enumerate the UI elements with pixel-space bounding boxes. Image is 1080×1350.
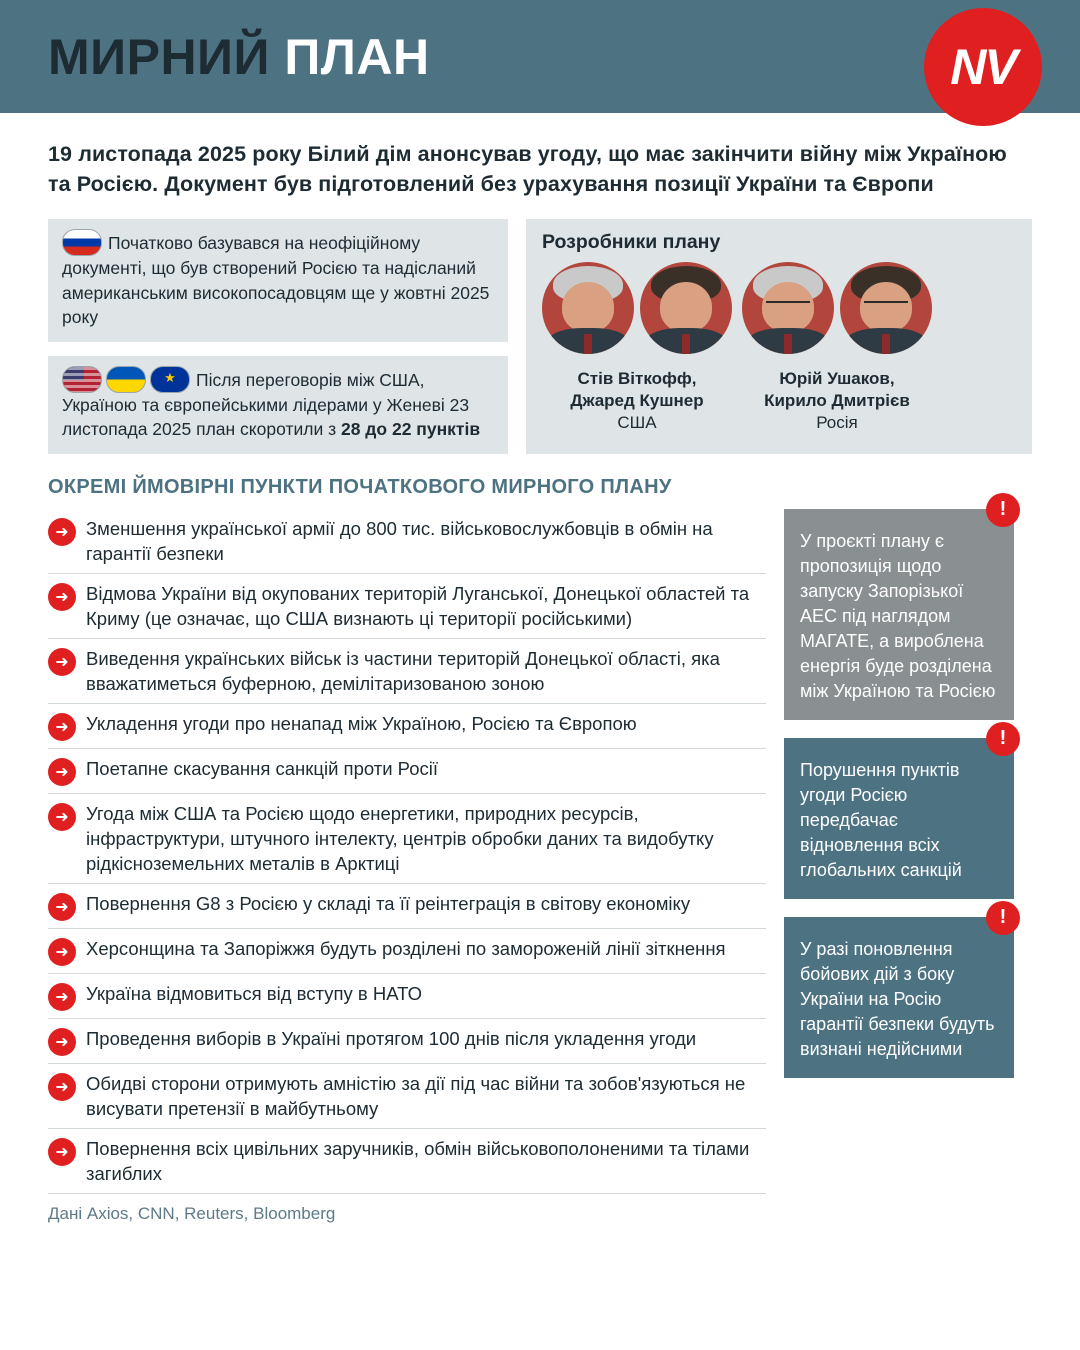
- side-notes: [784, 498, 1014, 1224]
- lede-paragraph: 19 листопада 2025 року Білий дім анонсував угоду, що має закінчити війну між Україною та Росією. Документ був підготовлений без урахування позиції України та Європи: [48, 142, 1007, 196]
- source-credit: Дані Axios, CNN, Reuters, Bloomberg: [48, 1203, 336, 1223]
- note-geneva-highlight: 28 до 22 пунктів: [340, 419, 481, 439]
- list-item: [48, 509, 766, 574]
- note-origin: [48, 219, 508, 342]
- exclamation-icon: !: [986, 722, 1020, 756]
- note-origin-text: Початково базувався на неофіційному документі, що був створений Росією та надісланий американським високопосадовцям ще у жовтні 2025 року: [62, 233, 490, 327]
- side-note-sanctions: [784, 727, 1014, 899]
- arrow-right-icon: ➜: [48, 583, 76, 611]
- arrow-right-icon: ➜: [48, 758, 76, 786]
- points-list: [48, 509, 766, 1224]
- eu-flag-icon: [150, 366, 190, 393]
- section-title: ОКРЕМІ ЙМОВІРНІ ПУНКТИ ПОЧАТКОВОГО МИРНОГО ПЛАНУ: [48, 475, 672, 498]
- avatar-dmitriev: [840, 262, 932, 354]
- list-item: [48, 1129, 766, 1194]
- note-geneva-text: Після переговорів між США, Україною та європейськими лідерами у Женеві 23 листопада 2025 план скоротили з: [62, 369, 470, 439]
- point-text: Відмова України від окупованих територій Луганської, Донецької областей та Криму (це означає, що США визнають ці території російськими): [86, 582, 750, 629]
- exclamation-icon: !: [986, 901, 1020, 935]
- arrow-right-icon: ➜: [48, 648, 76, 676]
- arrow-right-icon: ➜: [48, 983, 76, 1011]
- list-item: [48, 794, 766, 884]
- point-text: Херсонщина та Запоріжжя будуть розділені по замороженій лінії зіткнення: [86, 937, 726, 959]
- side-note-sanctions-text: Порушення пунктів угоди Росією передбачає відновлення всіх глобальних санкцій: [800, 759, 962, 880]
- flag-group-us-ua-eu: [62, 366, 190, 393]
- point-text: Виведення українських військ із частини територій Донецької області, яка вважатиметься буферною, демілітаризованою зоною: [86, 647, 720, 694]
- point-text: Проведення виборів в Україні протягом 100 днів після укладення угоди: [86, 1027, 697, 1049]
- side-note-zaes: [784, 498, 1014, 720]
- arrow-right-icon: ➜: [48, 713, 76, 741]
- authors-usa-photos: [542, 262, 732, 354]
- list-item: [48, 639, 766, 704]
- authors-russia-photos: [742, 262, 932, 354]
- authors-panel: [526, 219, 1032, 454]
- point-text: Угода між США та Росією щодо енергетики, природних ресурсів, інфраструктури, штучного інтелекту, центрів обробки даних та видобутку рідкісноземельних металів в Арктиці: [86, 802, 714, 874]
- point-text: Зменшення української армії до 800 тис. військовослужбовців в обмін на гарантії безпеки: [86, 517, 713, 564]
- authors-usa-country: США: [617, 413, 657, 432]
- avatar-ushakov: [742, 262, 834, 354]
- list-item: [48, 1019, 766, 1064]
- nv-logo-text: NV: [950, 39, 1016, 95]
- note-geneva: [48, 356, 508, 454]
- authors-panel-title: Розробники плану: [542, 231, 721, 253]
- authors-group-usa: [542, 262, 732, 434]
- arrow-right-icon: ➜: [48, 1073, 76, 1101]
- side-note-guarantees: [784, 906, 1014, 1078]
- arrow-right-icon: ➜: [48, 1138, 76, 1166]
- top-panels: [48, 219, 1032, 454]
- authors-russia-country: Росія: [816, 413, 858, 432]
- arrow-right-icon: ➜: [48, 893, 76, 921]
- list-item: [48, 704, 766, 749]
- avatar-kushner: [640, 262, 732, 354]
- authors-faces: [542, 262, 1016, 434]
- arrow-right-icon: ➜: [48, 938, 76, 966]
- list-item: [48, 884, 766, 929]
- nv-logo: [924, 8, 1042, 126]
- page-title-light: ПЛАН: [284, 28, 430, 85]
- list-item: [48, 1064, 766, 1129]
- page-header: [0, 0, 1080, 113]
- authors-usa-names-line1: Стів Віткофф,: [577, 369, 697, 388]
- authors-russia-names-line2: Кирило Дмитрієв: [764, 391, 910, 410]
- authors-usa-names-line2: Джаред Кушнер: [570, 391, 704, 410]
- notes-column: [48, 219, 508, 454]
- page-title: [48, 28, 430, 86]
- point-text: Обидві сторони отримують амністію за дії під час війни та зобов'язуються не висувати претензії в майбутньому: [86, 1072, 746, 1119]
- arrow-right-icon: ➜: [48, 1028, 76, 1056]
- authors-group-russia: [742, 262, 932, 434]
- ukraine-flag-icon: [106, 366, 146, 393]
- point-text: Укладення угоди про ненапад між Україною, Росією та Європою: [86, 712, 637, 734]
- point-text: Поетапне скасування санкцій проти Росії: [86, 757, 438, 779]
- russia-flag-icon: [62, 229, 102, 256]
- authors-russia-caption: [764, 368, 910, 434]
- main-columns: [48, 498, 1032, 1224]
- list-item: [48, 974, 766, 1019]
- point-text: Україна відмовиться від вступу в НАТО: [86, 982, 422, 1004]
- side-note-guarantees-text: У разі поновлення бойових дій з боку України на Росію гарантії безпеки будуть визнані недійсними: [800, 938, 995, 1059]
- list-item: [48, 749, 766, 794]
- point-text: Повернення всіх цивільних заручників, обмін військовополоненими та тілами загиблих: [86, 1137, 750, 1184]
- authors-russia-names-line1: Юрій Ушаков,: [779, 369, 895, 388]
- list-item: [48, 574, 766, 639]
- point-text: Повернення G8 з Росією у складі та її реінтеграція в світову економіку: [86, 892, 691, 914]
- exclamation-icon: !: [986, 493, 1020, 527]
- page-title-bold: МИРНИЙ: [48, 28, 270, 85]
- usa-flag-icon: [62, 366, 102, 393]
- arrow-right-icon: ➜: [48, 518, 76, 546]
- side-note-zaes-text: У проєкті плану є пропозиція щодо запуску Запорізької АЕС під наглядом МАГАТЕ, а вироблена енергія буде розділена між Україною та Росією: [800, 530, 996, 701]
- avatar-witkoff: [542, 262, 634, 354]
- flag-group-russia: [62, 229, 102, 256]
- arrow-right-icon: ➜: [48, 803, 76, 831]
- authors-usa-caption: [570, 368, 703, 434]
- list-item: [48, 929, 766, 974]
- content-area: [0, 113, 1080, 1224]
